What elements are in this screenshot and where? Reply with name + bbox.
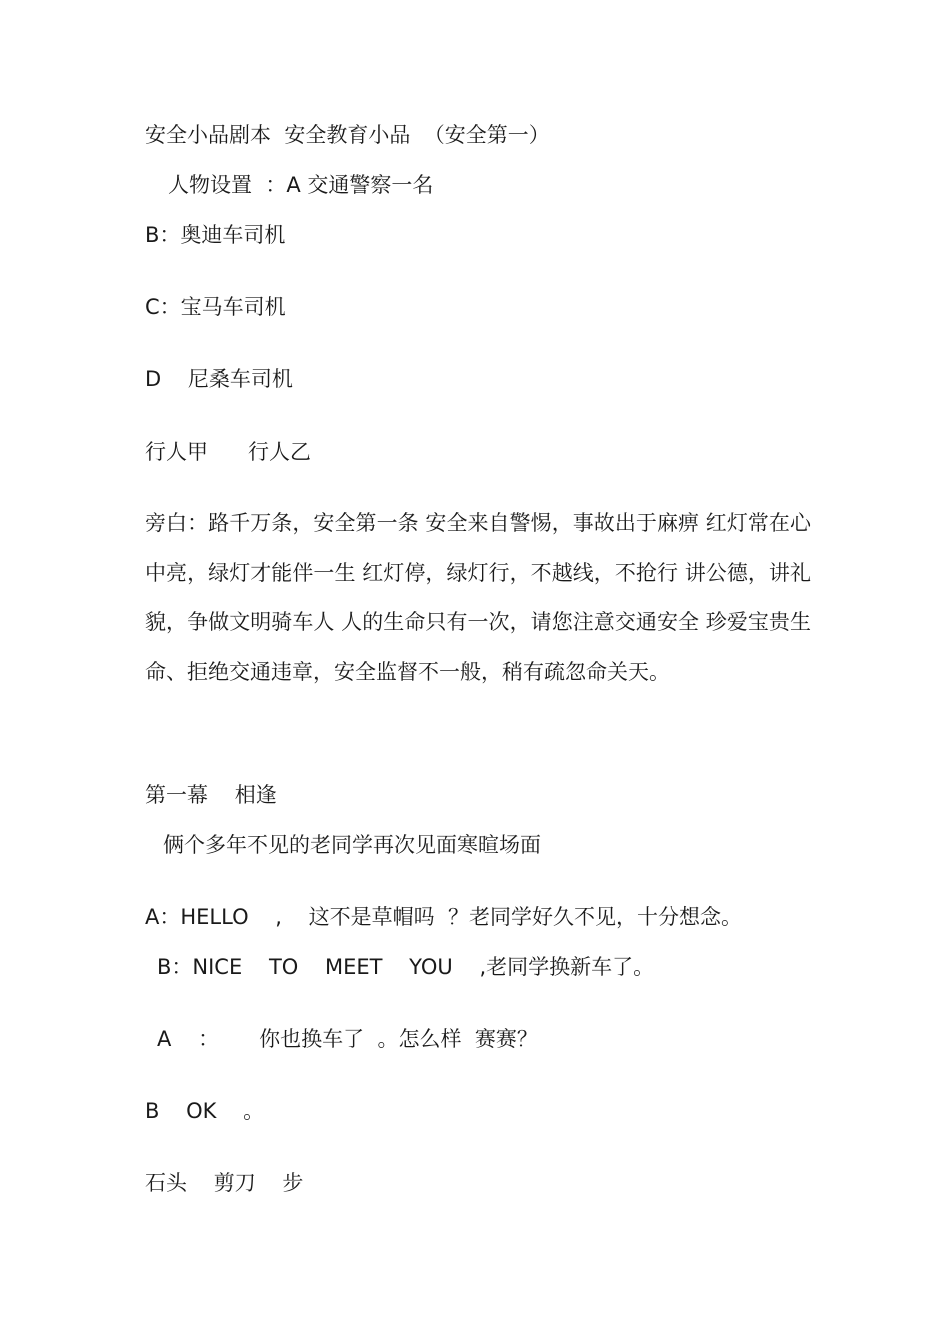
dialogue-line: 石头 剪刀 步 xyxy=(145,1171,304,1195)
dialogue-line: A ： 你也换车了 。怎么样 赛赛？ xyxy=(157,1027,538,1051)
narration-paragraph: 旁白：路千万条，安全第一条 安全来自警惕，事故出于麻痹 红灯常在心中亮，绿灯才能伴一生 红灯停，绿灯行，不越线，不抢行 讲公德，讲礼貌，争做文明骑车人 人的生命只有一次，请您注意交通安全 珍爱宝贵生命、拒绝交通违章，安全监督不一般，稍有疏忽命关天。 xyxy=(145,511,811,684)
dialogue-line: B：NICE TO MEET YOU ,老同学换新车了。 xyxy=(157,955,655,979)
scene-title: 第一幕 相逢 xyxy=(145,783,277,807)
character-b: B：奥迪车司机 xyxy=(145,223,286,247)
character-d: D 尼桑车司机 xyxy=(145,367,293,391)
dialogue-line: A：HELLO , 这不是草帽吗 ？老同学好久不见，十分想念。 xyxy=(145,905,743,929)
character-c: C：宝马车司机 xyxy=(145,295,286,319)
dialogue-line: B OK 。 xyxy=(145,1099,265,1123)
pedestrians: 行人甲 行人乙 xyxy=(145,440,312,464)
characters-intro: 人物设置 ：A 交通警察一名 xyxy=(168,173,434,197)
scene-description: 俩个多年不见的老同学再次见面寒暄场面 xyxy=(163,833,541,857)
document-title: 安全小品剧本 安全教育小品 （安全第一） xyxy=(145,123,550,147)
